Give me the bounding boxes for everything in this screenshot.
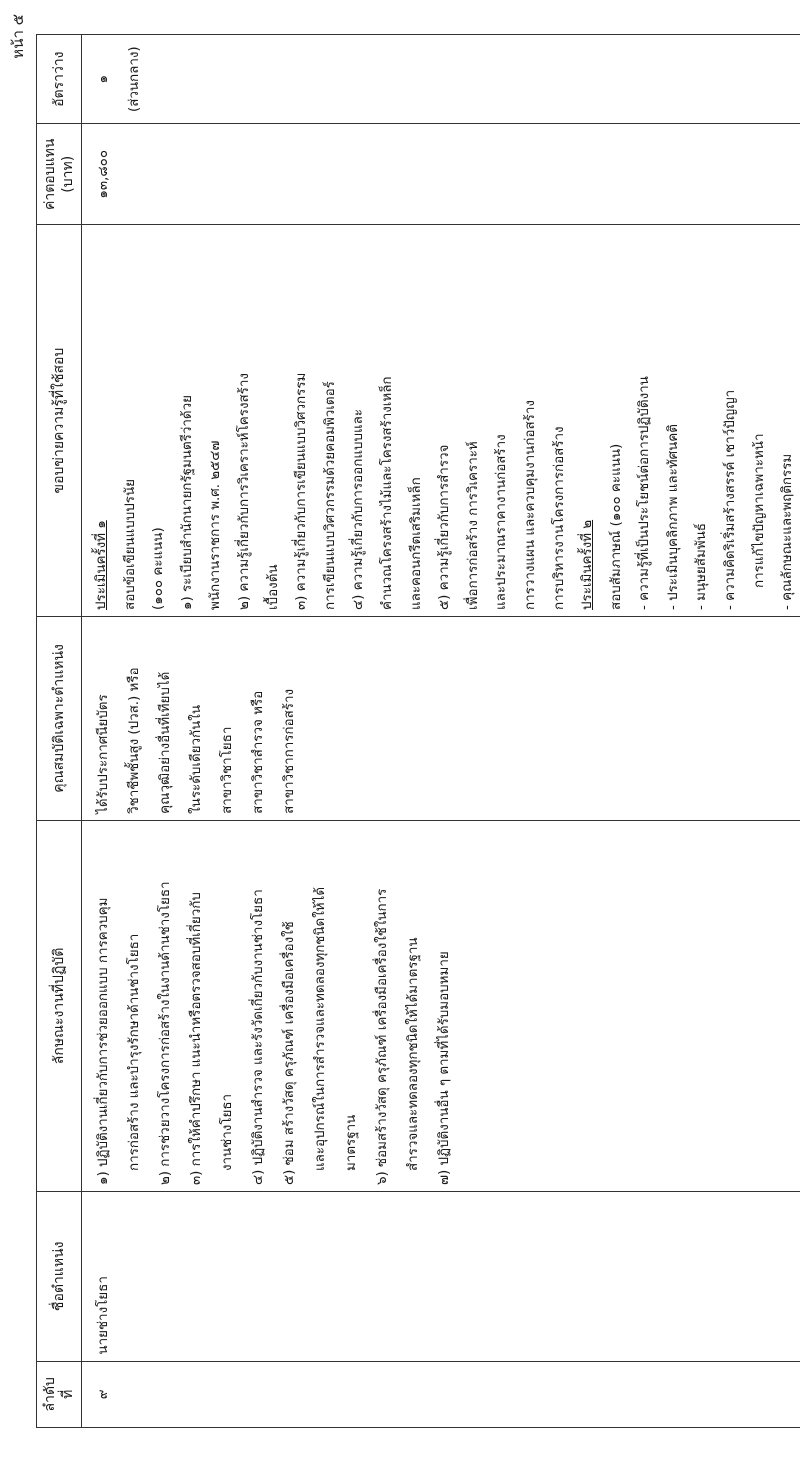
header-vacancies: อัตราว่าง (37, 35, 82, 124)
header-duties: ลักษณะงานที่ปฏิบัติ (37, 820, 82, 1191)
exam-line: - คุณลักษณะและพฤติกรรม (780, 453, 796, 610)
qualification-line: คุณวุฒิอย่างอื่นที่เทียบได้ (158, 671, 173, 814)
exam-line: คำนวณโครงสร้างไม้และโครงสร้างเหล็ก (379, 376, 395, 610)
duty-line: ๒) การช่วยวางโครงการก่อสร้างในงานด้านช่างโยธา (158, 881, 173, 1186)
page-number: หน้า ๕ (9, 14, 27, 59)
exam-line: เพื่อการก่อสร้าง การวิเคราะห์ (465, 441, 481, 610)
duty-line: มาตรฐาน (344, 1114, 359, 1172)
exam-line: เบื้องต้น (265, 564, 281, 610)
vacancies-note: (ส่วนกลาง) (127, 46, 142, 113)
exam-line: - มนุษยสัมพันธ์ (694, 523, 710, 610)
duty-line: การก่อสร้าง และบำรุงรักษาด้านช่างโยธา (127, 933, 142, 1172)
duty-line: และอุปกรณ์ในการสำรวจและทดลองทุกชนิดให้ได้ (313, 886, 328, 1172)
qualification-line: ในระดับเดียวกันใน (189, 705, 204, 814)
exam-line: พนักงานราชการ พ.ศ. ๒๕๔๗ (208, 440, 224, 610)
exam-line: ๒) ความรู้เกี่ยวกับการวิเคราะห์โครงสร้าง (236, 373, 252, 610)
exam-round1-title: ประเมินครั้งที่ ๑ (94, 520, 109, 610)
exam-line: ๕) ความรู้เกี่ยวกับการสำรวจ (437, 444, 453, 610)
table-row (82, 35, 800, 1428)
exam-line: ๑) ระเบียบสำนักนายกรัฐมนตรีว่าด้วย (179, 395, 195, 610)
exam-line: สอบข้อเขียนแบบปรนัย (122, 479, 138, 610)
duty-line: งานช่างโยธา (220, 1093, 235, 1172)
qualification-line: วิชาชีพชั้นสูง (ปวส.) หรือ (127, 667, 142, 814)
exam-round2-title: ประเมินครั้งที่ ๒ (580, 519, 596, 610)
duty-line: ๑) ปฏิบัติงานเกี่ยวกับการช่วยออกแบบ การควบคุม (96, 897, 111, 1186)
duty-line: ๓) การให้คำปรึกษา แนะนำหรือตรวจสอบที่เกี่ยวกับ (189, 892, 204, 1186)
position-name: นายช่างโยธา (82, 1192, 800, 1362)
exam-line: - ความรู้ที่เป็นประโยชน์ต่อการปฏิบัติงาน (637, 376, 653, 610)
qualification-line: สาขาวิชาสำรวจ หรือ (251, 690, 266, 814)
header-exam-scope: ขอบข่ายความรู้ที่ใช้สอบ (37, 225, 82, 617)
vacancies (82, 35, 800, 124)
duty-line: ๕) ซ่อม สร้างวัสดุ ครุภัณฑ์ เครื่องมือเครื่องใช้ (282, 921, 297, 1186)
header-no: ลำดับ ที่ (37, 1361, 82, 1427)
exam-line: การเขียนแบบวิศวกรรมด้วยคอมพิวเตอร์ (322, 381, 338, 610)
qualification-line: ได้รับประกาศนียบัตร (96, 694, 111, 814)
qualification-line: สาขาวิชาการก่อสร้าง (282, 688, 297, 814)
exam-line: และคอนกรีตเสริมเหล็ก (408, 477, 424, 610)
duty-line: ๗) ปฏิบัติงานอื่น ๆ ตามที่ได้รับมอบหมาย (437, 951, 452, 1186)
exam-line: (๑๐๐ คะแนน) (151, 527, 167, 610)
exam-line: ๔) ความรู้เกี่ยวกับการออกแบบและ (351, 409, 367, 610)
exam-line: - ประเมินบุคลิกภาพ และทัศนคติ (665, 424, 681, 610)
recruitment-table (36, 34, 800, 1428)
row-number: ๙ (82, 1361, 800, 1427)
qualifications-list (82, 616, 800, 820)
exam-scope (82, 225, 800, 617)
exam-line: การบริหารงานโครงการก่อสร้าง (551, 426, 567, 610)
header-position-name: ชื่อตำแหน่ง (37, 1192, 82, 1362)
header-qualifications: คุณสมบัติเฉพาะตำแหน่ง (37, 616, 82, 820)
duty-line: สำรวจและทดลองทุกชนิดให้ได้มาตรฐาน (406, 937, 421, 1172)
exam-line: และประมาณราคางานก่อสร้าง (494, 434, 510, 610)
duties-list (82, 820, 800, 1191)
exam-line: การวางแผน และควบคุมงานก่อสร้าง (522, 400, 538, 610)
exam-line: การแก้ไขปัญหาเฉพาะหน้า (751, 433, 767, 588)
compensation: ๑๓,๘๐๐ (82, 124, 800, 225)
exam-line: สอบสัมภาษณ์ (๑๐๐ คะแนน) (608, 443, 624, 610)
qualification-line: สาขาวิชาโยธา (220, 726, 235, 814)
duty-line: ๔) ปฏิบัติงานสำรวจ และรังวัดเกี่ยวกับงานช่างโยธา (251, 889, 266, 1186)
duty-line: ๖) ซ่อมสร้างวัสดุ ครุภัณฑ์ เครื่องมือเครื่องใช้ในการ (375, 888, 390, 1186)
vacancies-count: ๑ (96, 74, 111, 84)
header-compensation: ค่าตอบแทน (บาท) (37, 124, 82, 225)
table-header-row (37, 35, 82, 1428)
exam-line: ๓) ความรู้เกี่ยวกับการเขียนแบบวิศวกรรม (294, 372, 310, 610)
exam-line: - ความคิดริเริ่มสร้างสรรค์ เชาว์ปัญญา (723, 389, 739, 610)
